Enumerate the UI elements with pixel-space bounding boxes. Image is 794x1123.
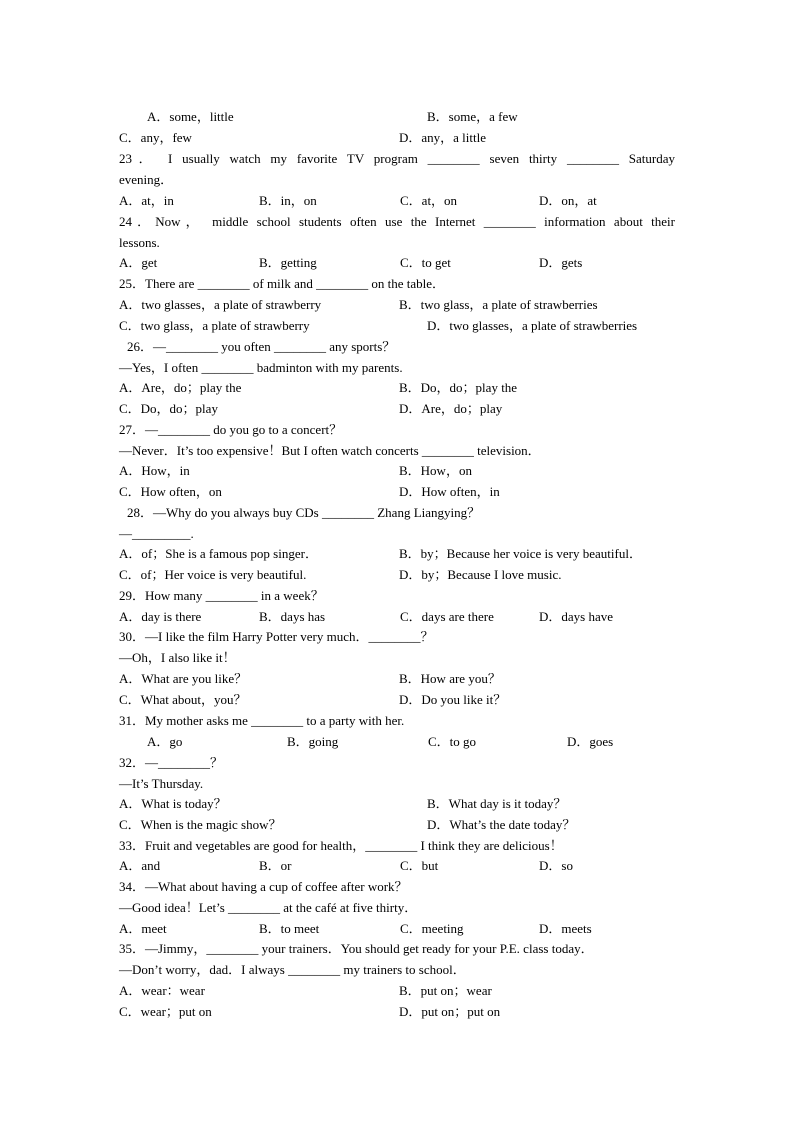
answer-option-b: B．two glass，a plate of strawberries — [399, 297, 598, 312]
question-stem: 33．Fruit and vegetables are good for health，________ I think they are delicious！ — [119, 838, 563, 853]
answer-option-a: A．Are，do；play the — [119, 380, 242, 395]
question-stem: 23． I usually watch my favorite TV program ________ seven thirty ________ Saturday — [119, 151, 675, 166]
question-stem-continued: —Oh，I also like it！ — [119, 650, 236, 665]
question-stem-continued: lessons. — [119, 235, 160, 250]
answer-option-a: A．How，in — [119, 463, 190, 478]
answer-option-d: D．by；Because I love music. — [399, 567, 562, 582]
question-stem-continued: —_________. — [119, 526, 194, 541]
question-stem: 28．—Why do you always buy CDs ________ Zhang Liangying？ — [127, 505, 481, 520]
question-stem: 34．—What about having a cup of coffee after work？ — [119, 879, 408, 894]
question-stem: 24．Now， middle school students often use the Internet ________ information about their — [119, 214, 675, 229]
answer-option-a: A．day is there — [119, 609, 202, 624]
question-stem-continued: —It’s Thursday. — [119, 776, 204, 791]
option-row — [119, 398, 675, 419]
answer-option-a: A．wear：wear — [119, 983, 205, 998]
option-row — [119, 294, 675, 315]
option-row — [119, 814, 675, 835]
answer-option-c: C．When is the magic show？ — [119, 817, 282, 832]
question-stem: 31．My mother asks me ________ to a party with her. — [119, 713, 405, 728]
answer-option-a: A．What is today？ — [119, 796, 227, 811]
answer-option-c: C．Do，do；play — [119, 401, 218, 416]
option-row — [119, 481, 675, 502]
answer-option-b: B．some，a few — [427, 109, 518, 124]
answer-option-a: A．get — [119, 255, 158, 270]
question-stem: 26．—________ you often ________ any sports？ — [127, 339, 396, 354]
answer-option-b: B．put on；wear — [399, 983, 492, 998]
answer-option-d: D．goes — [567, 734, 614, 749]
answer-option-c: C．at，on — [400, 193, 458, 208]
question-stem: 32．—________？ — [119, 755, 224, 770]
answer-option-b: B．in，on — [259, 193, 317, 208]
answer-option-d: D．days have — [539, 609, 614, 624]
option-row — [119, 689, 675, 710]
answer-option-c: C．to get — [400, 255, 451, 270]
option-row — [119, 127, 675, 148]
answer-option-b: B．days has — [259, 609, 326, 624]
answer-option-b: B．or — [259, 858, 292, 873]
answer-option-d: D．any，a little — [399, 130, 487, 145]
question-stem: 30．—I like the film Harry Potter very much．________？ — [119, 629, 434, 644]
question-stem: 25．There are ________ of milk and ________ on the table． — [119, 276, 446, 291]
answer-option-b: B．by；Because her voice is very beautiful． — [399, 546, 642, 561]
answer-option-b: B．going — [287, 734, 339, 749]
answer-option-a: A．of；She is a famous pop singer． — [119, 546, 318, 561]
question-stem: 29．How many ________ in a week？ — [119, 588, 324, 603]
option-row — [119, 252, 675, 273]
answer-option-b: B．Do，do；play the — [399, 380, 518, 395]
answer-option-c: C．What about，you？ — [119, 692, 247, 707]
answer-option-d: D．put on；put on — [399, 1004, 501, 1019]
answer-option-d: D．gets — [539, 255, 583, 270]
answer-option-c: C．wear；put on — [119, 1004, 212, 1019]
option-row — [147, 731, 703, 752]
option-row — [119, 460, 675, 481]
answer-option-a: A．go — [147, 734, 183, 749]
question-stem-continued: —Don’t worry，dad．I always ________ my trainers to school． — [119, 962, 466, 977]
answer-option-b: B．getting — [259, 255, 317, 270]
option-row — [119, 1001, 675, 1022]
answer-option-c: C．two glass，a plate of strawberry — [119, 318, 310, 333]
question-stem: 35．—Jimmy，________ your trainers．You should get ready for your P.E. class today． — [119, 941, 594, 956]
option-row — [119, 980, 675, 1001]
answer-option-a: A．meet — [119, 921, 167, 936]
option-row — [119, 190, 675, 211]
option-row — [119, 315, 675, 336]
option-row — [119, 606, 675, 627]
option-row — [119, 543, 675, 564]
answer-option-b: B．How，on — [399, 463, 472, 478]
option-row — [119, 377, 675, 398]
answer-option-a: A．What are you like？ — [119, 671, 248, 686]
question-stem: 27．—________ do you go to a concert？ — [119, 422, 343, 437]
question-stem-continued: —Never．It’s too expensive！But I often watch concerts ________ television． — [119, 443, 541, 458]
question-stem-continued: evening． — [119, 172, 174, 187]
answer-option-c: C．How often，on — [119, 484, 222, 499]
option-row — [119, 668, 675, 689]
option-row — [119, 855, 675, 876]
answer-option-c: C．of；Her voice is very beautiful. — [119, 567, 307, 582]
question-stem-continued: —Good idea！Let’s ________ at the café at five thirty． — [119, 900, 418, 915]
answer-option-d: D．Are，do；play — [399, 401, 503, 416]
option-row — [119, 564, 675, 585]
answer-option-a: A．and — [119, 858, 161, 873]
answer-option-c: C．meeting — [400, 921, 464, 936]
answer-option-d: D．so — [539, 858, 573, 873]
answer-option-a: A．at，in — [119, 193, 174, 208]
answer-option-d: D．Do you like it？ — [399, 692, 507, 707]
answer-option-d: D．How often，in — [399, 484, 500, 499]
answer-option-b: B．How are you？ — [399, 671, 501, 686]
answer-option-d: D．two glasses，a plate of strawberries — [427, 318, 638, 333]
answer-option-d: D．on，at — [539, 193, 597, 208]
answer-option-a: A．some，little — [147, 109, 234, 124]
option-row — [147, 106, 703, 127]
answer-option-c: C．to go — [428, 734, 477, 749]
option-row — [119, 918, 675, 939]
answer-option-d: D．meets — [539, 921, 592, 936]
answer-option-d: D．What’s the date today？ — [427, 817, 576, 832]
answer-option-c: C．any，few — [119, 130, 192, 145]
question-stem-continued: —Yes，I often ________ badminton with my parents. — [119, 360, 403, 375]
answer-option-c: C．days are there — [400, 609, 494, 624]
answer-option-a: A．two glasses，a plate of strawberry — [119, 297, 322, 312]
answer-option-c: C．but — [400, 858, 439, 873]
answer-option-b: B．What day is it today？ — [427, 796, 567, 811]
answer-option-b: B．to meet — [259, 921, 320, 936]
option-row — [119, 793, 675, 814]
